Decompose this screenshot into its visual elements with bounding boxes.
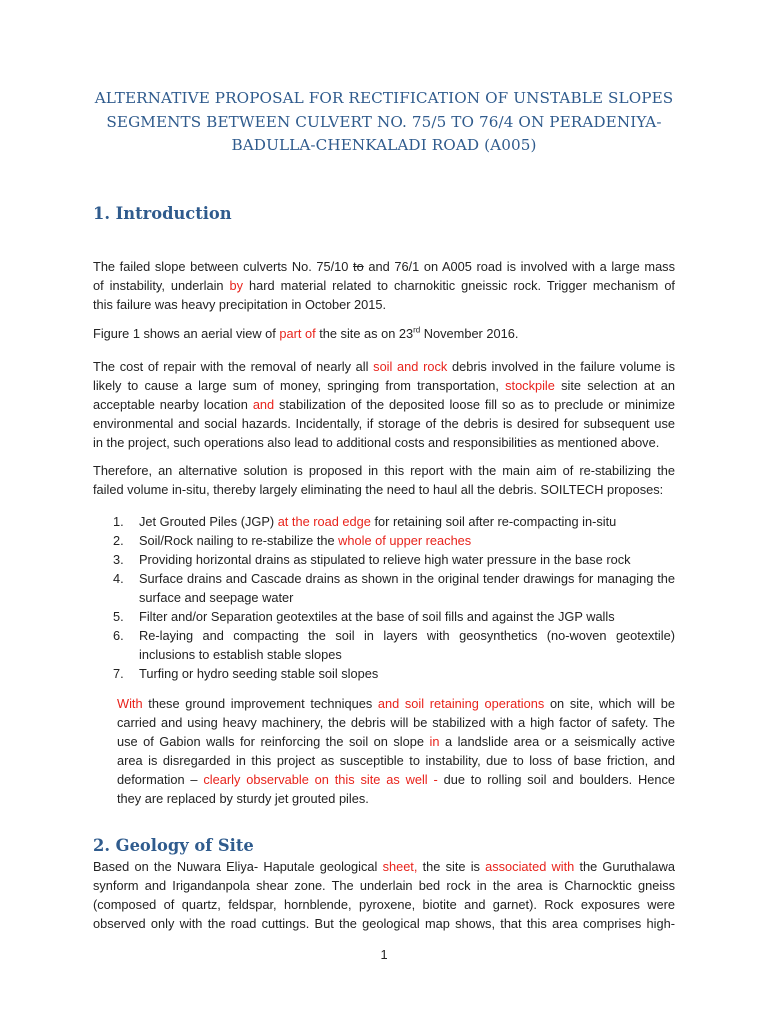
list-item: 6. Re-laying and compacting the soil in layers with geosynthetics (no-woven geotextile) inclusions to establish stable slopes bbox=[113, 628, 675, 662]
text-line: they are replaced by sturdy jet grouted piles. bbox=[117, 791, 369, 806]
text-line: in the project, such operations also lead to additional costs and responsibilities as mentioned above. bbox=[93, 435, 660, 450]
highlighted-text: whole of upper reaches bbox=[338, 533, 472, 548]
text-line: With these ground improvement techniques and soil retaining operations on site, which will be bbox=[117, 696, 675, 711]
text-line: observed only with the road cuttings. But the geological map shows, that this area comprises high- bbox=[93, 916, 675, 931]
list-item: 2. Soil/Rock nailing to re-stabilize the whole of upper reaches bbox=[113, 533, 472, 548]
list-item: 3. Providing horizontal drains as stipulated to relieve high water pressure in the base rock bbox=[113, 552, 631, 567]
highlighted-text: sheet, bbox=[382, 859, 418, 874]
text-line: environmental and social hazards. Incidentally, if storage of the debris is desired for subsequent use bbox=[93, 416, 675, 431]
text-line: this failure was heavy precipitation in October 2015. bbox=[93, 297, 387, 312]
highlighted-text: clearly observable on this site as well - bbox=[203, 772, 438, 787]
page-number: 1 bbox=[380, 947, 388, 962]
highlighted-text: With bbox=[117, 696, 143, 711]
highlighted-text: by bbox=[229, 278, 244, 293]
list-item: 4. Surface drains and Cascade drains as shown in the original tender drawings for managing the surface and seepage water bbox=[113, 571, 675, 605]
text-line: failed volume in-situ, thereby largely eliminating the need to haul all the debris. SOILTECH proposes: bbox=[93, 482, 664, 497]
highlighted-text: at the road edge bbox=[277, 514, 371, 529]
text-line: area is disregarded in this project as susceptible to instability, due to loss of base friction, and bbox=[117, 753, 675, 768]
geology-paragraph-1 bbox=[93, 857, 675, 933]
text-line: use of Gabion walls for reinforcing the soil on slope in a landslide area or a seismically active bbox=[117, 734, 675, 749]
highlighted-text: stockpile bbox=[505, 378, 555, 393]
intro-paragraph-1 bbox=[93, 257, 675, 314]
text-line: Based on the Nuwara Eliya- Haputale geological sheet, the site is associated with the Guruthalawa bbox=[93, 859, 675, 874]
intro-paragraph-5 bbox=[117, 694, 675, 808]
text-line: The cost of repair with the removal of nearly all soil and rock debris involved in the failure volume is bbox=[93, 359, 675, 374]
superscript: rd bbox=[413, 325, 421, 335]
text-line: Figure 1 shows an aerial view of part of the site as on 23rd November 2016. bbox=[93, 325, 519, 341]
highlighted-text: and bbox=[252, 397, 275, 412]
title-line-3: BADULLA-CHENKALADI ROAD (A005) bbox=[231, 136, 537, 154]
text-line: acceptable nearby location and stabilization of the deposited loose fill so as to preclude or minimize bbox=[93, 397, 675, 412]
highlighted-text: soil and rock bbox=[373, 359, 448, 374]
document-title bbox=[93, 87, 675, 158]
text-line: likely to cause a large sum of money, springing from transportation, stockpile site selection at an bbox=[93, 378, 675, 393]
section-heading-introduction: 1. Introduction bbox=[93, 204, 232, 223]
list-item: 5. Filter and/or Separation geotextiles at the base of soil fills and against the JGP walls bbox=[113, 609, 615, 624]
highlighted-text: part of bbox=[279, 326, 316, 341]
text-line: deformation – clearly observable on this site as well - due to rolling soil and boulders. Hence bbox=[117, 772, 675, 787]
intro-paragraph-2 bbox=[93, 324, 675, 343]
list-item: 7. Turfing or hydro seeding stable soil slopes bbox=[113, 666, 379, 681]
proposal-list bbox=[93, 512, 675, 683]
section-heading-geology: 2. Geology of Site bbox=[93, 836, 254, 855]
title-line-2: SEGMENTS BETWEEN CULVERT NO. 75/5 TO 76/4 ON PERADENIYA- bbox=[106, 112, 662, 131]
text-line: of instability, underlain by hard material related to charnokitic gneissic rock. Trigger mechanism of bbox=[93, 278, 675, 293]
highlighted-text: in bbox=[429, 734, 440, 749]
text-line: synform and Irigandanpola shear zone. The underlain bed rock in the area is Charnocktic gneiss bbox=[93, 878, 675, 893]
text-line: Therefore, an alternative solution is proposed in this report with the main aim of re-stabilizing the bbox=[93, 463, 675, 478]
text-line: carried and using heavy machinery, the debris will be stabilized with a high factor of safety. The bbox=[117, 715, 675, 730]
text-line: (composed of quartz, feldspar, hornblende, pyroxene, biotite and garnet). Rock exposures were bbox=[93, 897, 675, 912]
list-item: 1. Jet Grouted Piles (JGP) at the road edge for retaining soil after re-compacting in-situ bbox=[113, 514, 617, 529]
highlighted-text: and soil retaining operations bbox=[377, 696, 545, 711]
title-line-1: ALTERNATIVE PROPOSAL FOR RECTIFICATION OF UNSTABLE SLOPES bbox=[94, 89, 674, 107]
intro-paragraph-3 bbox=[93, 357, 675, 452]
intro-paragraph-4 bbox=[93, 461, 675, 499]
highlighted-text: associated with bbox=[485, 859, 575, 874]
struck-text: to bbox=[353, 259, 364, 274]
text-line: The failed slope between culverts No. 75/10 to and 76/1 on A005 road is involved with a large mass bbox=[93, 259, 675, 274]
